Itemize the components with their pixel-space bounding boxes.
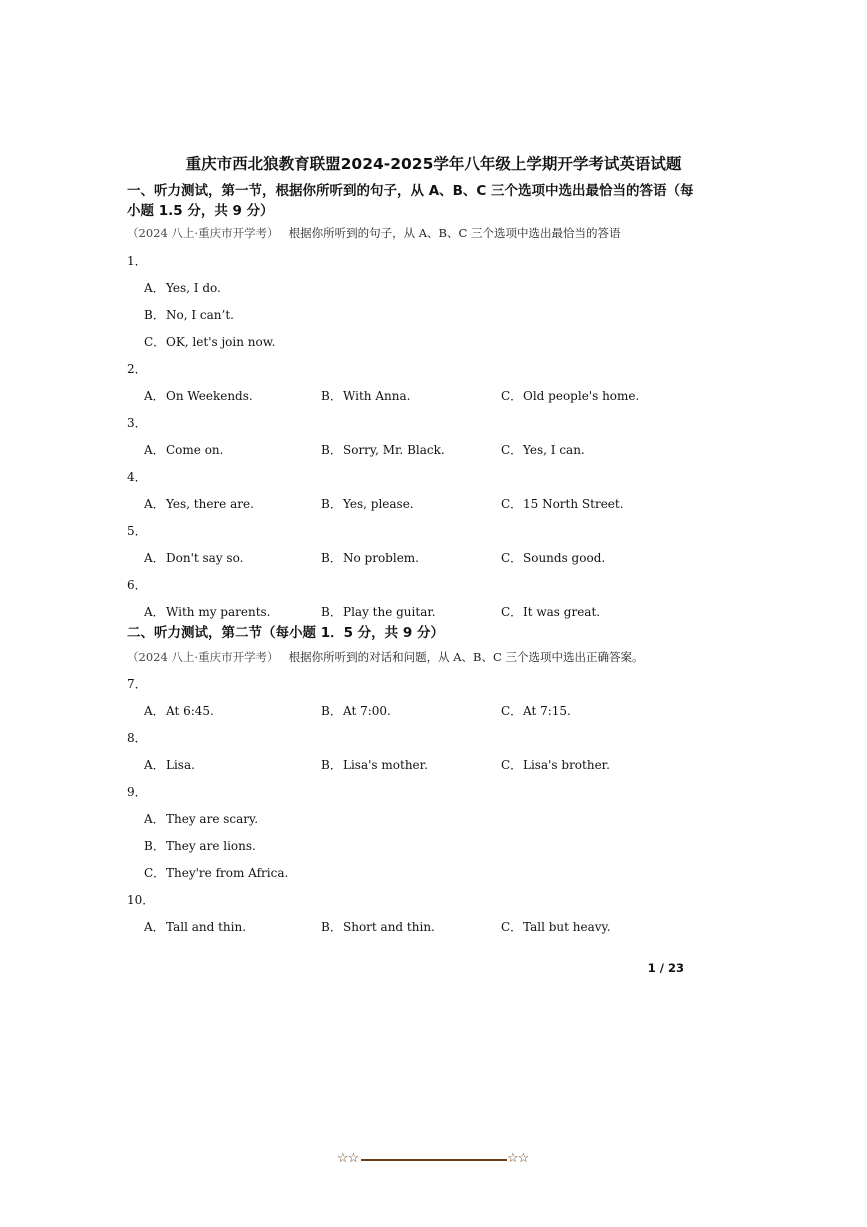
option-letter: B．: [321, 920, 342, 934]
option-b: [321, 918, 435, 935]
option-letter: B．: [321, 758, 342, 772]
option-letter: C．: [501, 920, 523, 934]
option-letter: C．: [501, 443, 523, 457]
option-a: [144, 603, 271, 620]
section-1-heading: [127, 181, 697, 221]
option-text: With my parents.: [166, 605, 271, 619]
question-number: 3．: [127, 416, 147, 430]
option-b: [321, 387, 410, 404]
option-letter: C．: [501, 758, 523, 772]
option-b: [321, 549, 419, 566]
footer-divider: [361, 1159, 507, 1161]
option-text: At 7:00.: [343, 704, 391, 718]
option-text: At 6:45.: [166, 704, 214, 718]
option-a: [144, 387, 253, 404]
question-number: 7．: [127, 677, 147, 691]
option-text: OK, let's join now.: [166, 335, 276, 349]
option-text: Lisa's mother.: [343, 758, 428, 772]
section-2-heading: 二、听力测试，第二节（每小题 1．5 分，共 9 分）: [127, 625, 444, 641]
option-letter: A．: [144, 758, 165, 772]
option-letter: A．: [144, 443, 165, 457]
question-number: 9．: [127, 785, 147, 799]
option-letter: B．: [144, 839, 165, 853]
option-a: [144, 549, 243, 566]
question-number: 10．: [127, 893, 155, 907]
option-a: [144, 495, 254, 512]
option-text: Yes, please.: [343, 497, 414, 511]
option-letter: A．: [144, 704, 165, 718]
option-text: They're from Africa.: [166, 866, 289, 880]
option-text: They are scary.: [166, 812, 259, 826]
option-b: [144, 837, 256, 854]
option-letter: C．: [501, 497, 523, 511]
option-letter: B．: [321, 443, 342, 457]
option-text: Sounds good.: [523, 551, 606, 565]
option-letter: A．: [144, 605, 165, 619]
option-letter: C．: [501, 605, 523, 619]
option-text: At 7:15.: [523, 704, 571, 718]
option-text: Short and thin.: [343, 920, 435, 934]
question-number: 6．: [127, 578, 147, 592]
section-2-instruction-text: 根据你所听到的对话和问题，从 A、B、C 三个选项中选出正确答案。: [288, 650, 644, 664]
option-b: [321, 756, 428, 773]
question-number: 5．: [127, 524, 147, 538]
exam-title: 重庆市西北狼教育联盟2024-2025学年八年级上学期开学考试英语试题: [185, 155, 682, 173]
option-letter: B．: [321, 551, 342, 565]
option-b: [321, 495, 414, 512]
option-letter: B．: [321, 605, 342, 619]
option-c: [144, 333, 275, 350]
option-letter: B．: [321, 704, 342, 718]
option-text: Play the guitar.: [343, 605, 436, 619]
option-letter: A．: [144, 389, 165, 403]
option-text: Tall but heavy.: [523, 920, 611, 934]
section-1-source: （2024 八上·重庆市开学考）: [127, 226, 279, 240]
option-text: With Anna.: [343, 389, 411, 403]
option-a: [144, 441, 223, 458]
option-b: [321, 603, 436, 620]
option-b: [144, 306, 234, 323]
option-text: No problem.: [343, 551, 419, 565]
option-text: Yes, I do.: [166, 281, 221, 295]
section-2-instruction: [127, 649, 643, 665]
section-1-instruction: [127, 225, 620, 241]
option-c: [501, 918, 611, 935]
option-letter: A．: [144, 551, 165, 565]
option-text: Lisa.: [166, 758, 195, 772]
option-text: On Weekends.: [166, 389, 253, 403]
option-letter: C．: [501, 389, 523, 403]
option-text: Lisa's brother.: [523, 758, 610, 772]
section-2-source: （2024 八上·重庆市开学考）: [127, 650, 279, 664]
option-letter: B．: [321, 389, 342, 403]
section-1-heading-line-2: 小题 1.5 分，共 9 分）: [127, 203, 274, 219]
question-number: 8．: [127, 731, 147, 745]
option-c: [501, 549, 605, 566]
option-letter: C．: [501, 704, 523, 718]
option-letter: B．: [321, 497, 342, 511]
page-number: 1 / 23: [647, 961, 684, 975]
option-letter: C．: [144, 866, 166, 880]
option-text: Come on.: [166, 443, 224, 457]
question-number: 2．: [127, 362, 147, 376]
question-number: 1．: [127, 254, 147, 268]
option-a: [144, 702, 214, 719]
question-number: 4．: [127, 470, 147, 484]
option-letter: C．: [501, 551, 523, 565]
section-1-instruction-text: 根据你所听到的句子，从 A、B、C 三个选项中选出最恰当的答语: [288, 226, 621, 240]
option-text: Yes, I can.: [523, 443, 585, 457]
option-b: [321, 702, 391, 719]
option-letter: B．: [144, 308, 165, 322]
option-c: [501, 702, 571, 719]
section-1-heading-line-1: 一、听力测试，第一节，根据你所听到的句子，从 A、B、C 三个选项中选出最恰当的答语（每: [127, 183, 694, 199]
star-icon: ☆☆: [337, 1151, 359, 1166]
option-a: [144, 279, 221, 296]
option-letter: C．: [144, 335, 166, 349]
option-text: Sorry, Mr. Black.: [343, 443, 445, 457]
option-text: 15 North Street.: [523, 497, 624, 511]
option-letter: A．: [144, 497, 165, 511]
option-c: [501, 387, 639, 404]
option-text: It was great.: [523, 605, 601, 619]
footer-ornament: [337, 1150, 533, 1170]
option-a: [144, 918, 246, 935]
option-a: [144, 756, 195, 773]
option-c: [501, 756, 610, 773]
option-letter: A．: [144, 281, 165, 295]
option-text: No, I can’t.: [166, 308, 234, 322]
option-text: Don't say so.: [166, 551, 244, 565]
option-c: [501, 495, 624, 512]
option-a: [144, 810, 258, 827]
option-text: They are lions.: [166, 839, 256, 853]
star-icon: ☆☆: [507, 1151, 529, 1166]
option-letter: A．: [144, 920, 165, 934]
option-text: Tall and thin.: [166, 920, 247, 934]
option-c: [501, 603, 600, 620]
option-letter: A．: [144, 812, 165, 826]
option-b: [321, 441, 445, 458]
option-text: Old people's home.: [523, 389, 640, 403]
option-c: [501, 441, 585, 458]
option-c: [144, 864, 288, 881]
option-text: Yes, there are.: [166, 497, 254, 511]
